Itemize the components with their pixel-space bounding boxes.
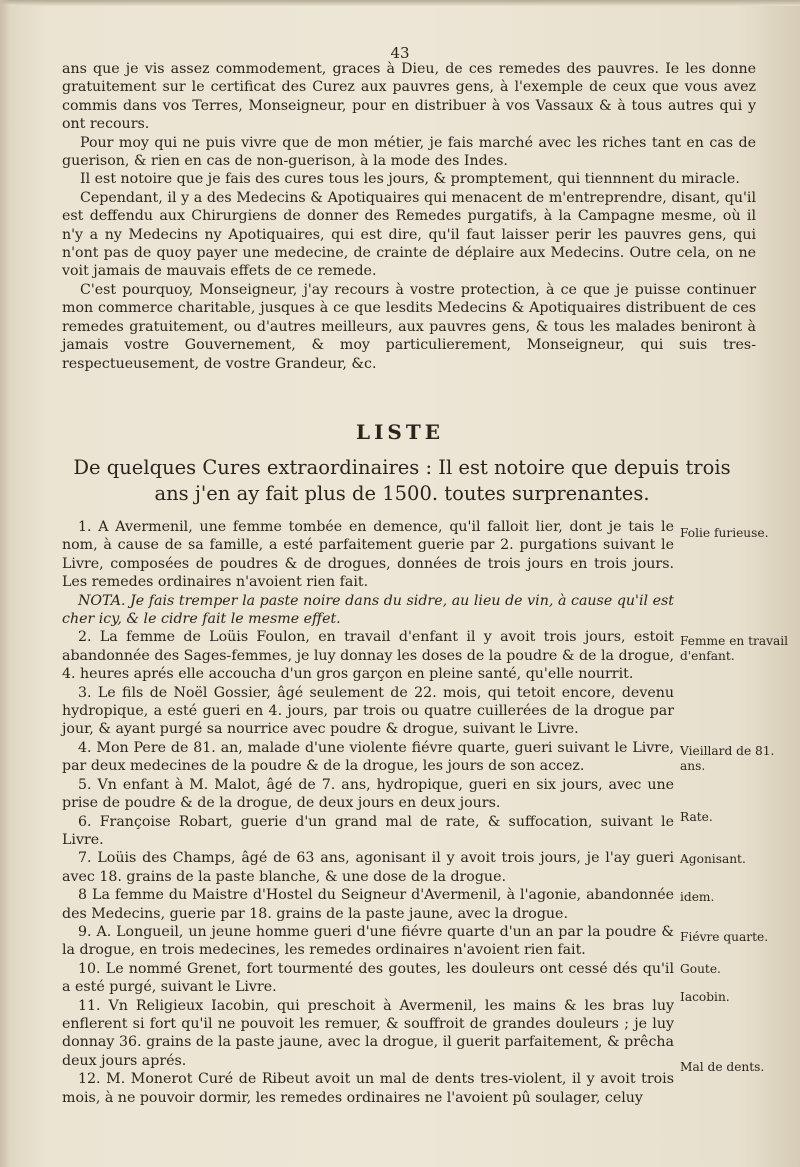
intro-paragraph: Pour moy qui ne puis vivre que de mon métier, je fais marché avec les riches tant en cas de guerison, & rien en cas de non-guerison, à la mode des Indes. — [62, 134, 756, 170]
margin-note: Vieillard de 81. ans. — [680, 744, 775, 773]
cures-list — [62, 518, 674, 1107]
margin-note: Rate. — [680, 810, 713, 824]
intro-paragraph: ans que je vis assez commodement, graces à Dieu, de ces remedes des pauvres. Ie les donne gratuitement sur le certificat des Curez aux pauvres gens, à l'exemple de ceux que vous avez commis dans vos Terres, Monseigneur, pour en distribuer à vos Vassaux & à tous autres qui y ont recours. — [62, 61, 756, 133]
margin-note: Iacobin. — [680, 990, 730, 1004]
margin-note: idem. — [680, 890, 715, 904]
cure-entry: 6. Françoise Robart, guerie d'un grand mal de rate, & suffocation, suivant le Livre. — [62, 813, 674, 848]
cure-entry: 10. Le nommé Grenet, fort tourmenté des goutes, les douleurs ont cessé dés qu'il a esté purgé, suivant le Livre. — [62, 960, 674, 996]
cure-entry: 4. Mon Pere de 81. an, malade d'une violente fiévre quarte, gueri suivant le Livre, par deux medecines de la poudre & de la drogue, les jours de son accez. — [62, 739, 674, 775]
intro-paragraph: Il est notoire que je fais des cures tous les jours, & promptement, qui tiennnent du miracle. — [80, 171, 740, 188]
margin-note: Femme en travail d'enfant. — [680, 634, 789, 663]
margin-note: Fiévre quarte. — [680, 930, 769, 944]
cure-entry: 5. Vn enfant à M. Malot, âgé de 7. ans, hydropique, gueri en six jours, avec une prise de poudre & de la drogue, de deux jours en deux jours. — [62, 776, 674, 812]
cure-entry: 2. La femme de Loüis Foulon, en travail d'enfant il y avoit trois jours, estoit abandonnée des Sages-femmes, je luy donnay les doses de la poudre & de la drogue, 4. heures aprés elle accoucha d'un gros garçon en pleine santé, qu'elle nourrit. — [62, 629, 674, 683]
margin-note: Goute. — [680, 962, 721, 976]
nota-entry: NOTA. Je fais tremper la paste noire dans du sidre, au lieu de vin, à cause qu'il est cher icy, & le cidre fait le mesme effet. — [62, 592, 674, 628]
intro-section — [62, 60, 756, 373]
margin-note: Folie furieuse. — [680, 526, 769, 540]
cure-entry: 11. Vn Religieux Iacobin, qui preschoit à Avermenil, les mains & les bras luy enflerent si fort qu'il ne pouvoit les remuer, & souffroit de grandes douleurs ; je luy donnay 36. grains de la paste jaune, avec la drogue, il guerit parfaitement, & prêcha deux jours aprés. — [62, 997, 674, 1069]
margin-note: Agonisant. — [680, 852, 746, 866]
cure-entry: 7. Loüis des Champs, âgé de 63 ans, agonisant il y avoit trois jours, je l'ay gueri avec 18. grains de la paste blanche, & une dose de la drogue. — [62, 850, 674, 885]
page-top-edge — [0, 0, 800, 6]
intro-paragraph: Cependant, il y a des Medecins & Apotiquaires qui menacent de m'entreprendre, disant, qu'il est deffendu aux Chirurgiens de donner des Remedes purgatifs, à la Campagne mesme, où il n'y a ny Medecins ny Apotiquaires, qui est dire, qu'il faut laisser perir les pauvres gens, qui n'ont pas de quoy payer une medecine, de crainte de déplaire aux Medecins. Outre cela, on ne voit jamais de mauvais effets de ce remede. — [62, 189, 756, 280]
liste-heading: LISTE — [356, 420, 444, 444]
margin-note: Mal de dents. — [680, 1060, 765, 1074]
page-binding-shadow — [0, 0, 10, 1167]
cure-entry: 3. Le fils de Noël Gossier, âgé seulement de 22. mois, qui tetoit encore, devenu hydropique, a esté gueri en 4. jours, par trois ou quatre cuillerées de la drogue par jour, & ayant purgé sa nourrice avec poudre & drogue, suivant le Livre. — [62, 684, 674, 738]
cure-entry: 1. A Avermenil, une femme tombée en demence, qu'il falloit lier, dont je tais le nom, à cause de sa famille, a esté parfaitement guerie par 2. purgations suivant le Livre, composées de poudres & de drogues, données de trois jours en trois jours. Les remedes ordinaires n'avoient rien fait. — [62, 519, 674, 591]
list-subheading: De quelques Cures extraordinaires : Il est notoire que depuis trois ans j'en ay fait plus de 1500. toutes surprenantes. — [73, 456, 731, 505]
cure-entry: 9. A. Longueil, un jeune homme gueri d'une fiévre quarte d'un an par la poudre & la drogue, en trois medecines, les remedes ordinaires n'avoient rien fait. — [62, 923, 674, 959]
cure-entry: 12. M. Monerot Curé de Ribeut avoit un mal de dents tres-violent, il y avoit trois mois, à ne pouvoir dormir, les remedes ordinaires ne l'avoient pû soulager, celuy — [62, 1071, 674, 1106]
page-number: 43 — [390, 44, 410, 62]
intro-paragraph: C'est pourquoy, Monseigneur, j'ay recours à vostre protection, à ce que je puisse continuer mon commerce charitable, jusques à ce que lesdits Medecins & Apotiquaires distribuent de ces remedes gratuitement, ou d'autres meilleurs, aux pauvres gens, & tous les malades beniront à jamais vostre Gouvernement, & moy particulierement, Monseigneur, qui suis tres-respectueusement, de vostre Grandeur, &c. — [62, 281, 756, 372]
cure-entry: 8 La femme du Maistre d'Hostel du Seigneur d'Avermenil, à l'agonie, abandonnée des Medecins, guerie par 18. grains de la paste jaune, avec la drogue. — [62, 887, 674, 922]
